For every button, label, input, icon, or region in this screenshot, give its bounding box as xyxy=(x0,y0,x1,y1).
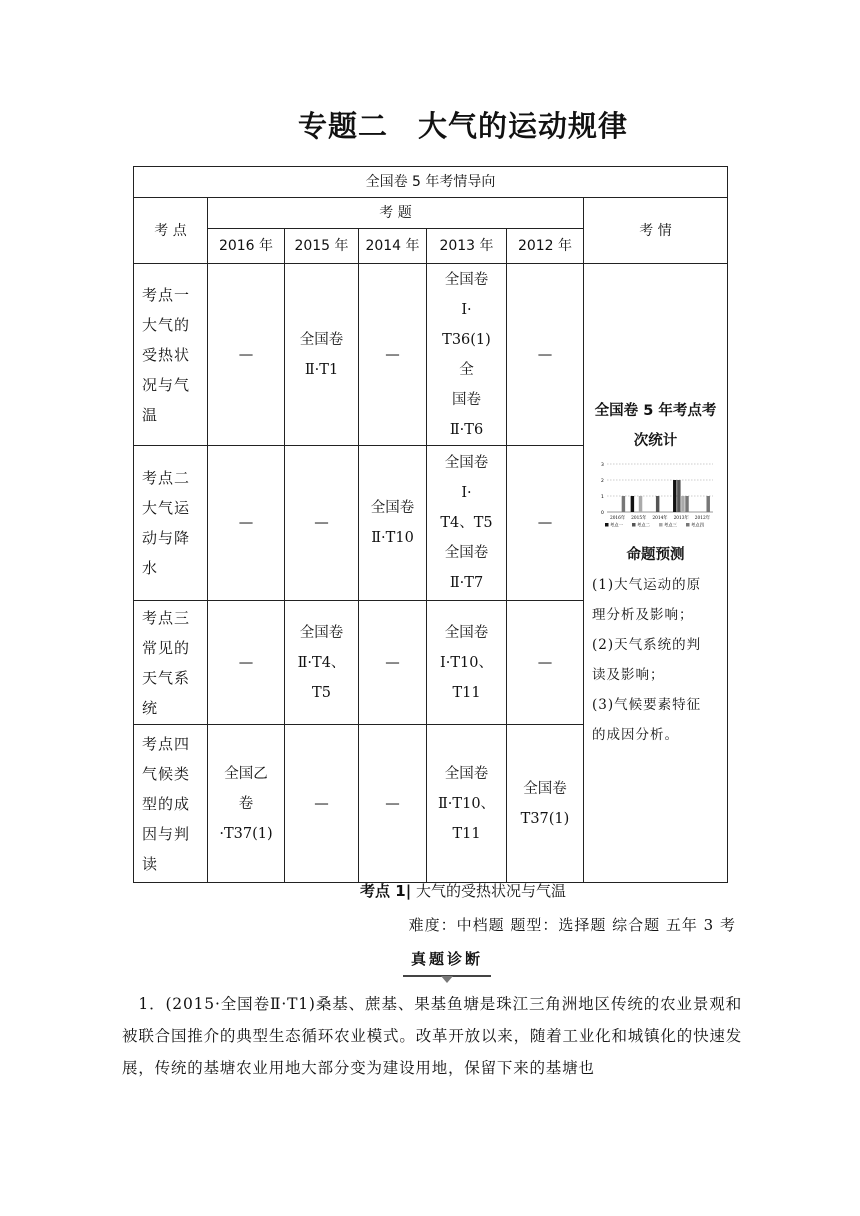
cell-line: 全国卷 xyxy=(299,624,344,641)
legend-label: 考点一 xyxy=(609,523,623,529)
y-tick-label: 2 xyxy=(600,479,604,484)
topic-line: 动与降 xyxy=(142,529,191,547)
exam-cell xyxy=(427,725,507,883)
exam-cell xyxy=(208,725,285,883)
legend-swatch xyxy=(659,523,663,527)
cell-line: 全国卷 xyxy=(444,271,489,288)
topic-line: 大气运 xyxy=(142,499,191,517)
cell-line: Ⅰ·T10、 xyxy=(440,654,493,671)
topic-line: 考点二 xyxy=(142,469,191,487)
side-title-line1: 全国卷 5 年考点考 xyxy=(594,403,717,419)
cell-line: — xyxy=(238,654,254,671)
cell-line: Ⅰ· xyxy=(461,301,472,318)
topic-cell xyxy=(134,264,208,446)
exam-cell xyxy=(507,725,584,883)
exam-cell xyxy=(427,264,507,446)
bar xyxy=(655,496,658,512)
bar xyxy=(638,496,641,512)
legend-swatch xyxy=(632,523,636,527)
cell-line: — xyxy=(537,515,553,531)
exam-cell xyxy=(208,601,285,725)
topic-line: 天气系 xyxy=(142,668,191,687)
cell-line: — xyxy=(385,795,400,812)
cell-line: T36(1) xyxy=(442,331,491,348)
cell-line: Ⅰ· xyxy=(461,485,472,501)
topic-line: 受热状 xyxy=(142,345,191,364)
list-item: 的成因分析。 xyxy=(592,727,679,743)
cell-line: T11 xyxy=(452,684,481,701)
cell-line: Ⅱ·T4、 xyxy=(297,654,346,671)
kaodian-text: 大气的受热状况与气温 xyxy=(411,882,566,900)
topic-line: 考点三 xyxy=(142,608,191,627)
bar xyxy=(677,480,680,512)
topic-cell xyxy=(134,725,208,883)
stats-bar-chart xyxy=(597,460,715,536)
exam-cell xyxy=(359,264,427,446)
exam-cell xyxy=(507,446,584,601)
cell-line: 全国卷 xyxy=(444,545,489,561)
cell-line: 全国卷 xyxy=(444,624,489,641)
question-text: Ⅱ·T1)桑基、蔗基、果基鱼塘是珠江三角洲地区传统的农业景观和被联合国推介的典型生态循环农业模式。改革开放以来，随着工业化和城镇化的快速发展，传统的基塘农业用地大部分变为建设用地，保留下来的基塘也 xyxy=(122,995,742,1077)
cell-line: 全国乙 xyxy=(224,765,268,782)
exam-cell xyxy=(427,446,507,601)
year-header-0: 2016 年 xyxy=(208,229,285,264)
y-tick-label: 3 xyxy=(600,463,604,468)
year-header-4: 2012 年 xyxy=(507,229,584,264)
x-tick-label: 2016年 xyxy=(609,516,625,521)
cell-line: 全国卷 xyxy=(299,331,344,348)
topic-line: 气候类 xyxy=(142,764,191,783)
bar xyxy=(630,496,633,512)
bar xyxy=(685,496,688,512)
bar xyxy=(681,496,684,512)
legend-label: 考点四 xyxy=(690,523,704,529)
exam-cell xyxy=(285,446,359,601)
cell-line: 全国卷 xyxy=(370,500,415,516)
question-source-label: 全国卷 xyxy=(220,995,270,1013)
exam-cell xyxy=(285,725,359,883)
cell-line: — xyxy=(385,654,400,671)
cell-line: Ⅱ·T7 xyxy=(449,575,484,591)
y-tick-label: 1 xyxy=(600,495,604,500)
topic-line: 况与气 xyxy=(142,375,191,394)
cell-line: 全国卷 xyxy=(523,780,567,797)
question-paragraph xyxy=(122,988,742,1084)
topic-cell xyxy=(134,601,208,725)
exam-cell xyxy=(359,446,427,601)
x-tick-label: 2012年 xyxy=(694,516,710,521)
exam-cell xyxy=(427,601,507,725)
section-badge: 真题诊断 xyxy=(403,946,491,977)
table-caption: 全国卷 5 年考情导向 xyxy=(134,167,728,198)
bar xyxy=(673,480,676,512)
side-panel xyxy=(584,264,728,883)
year-header-1: 2015 年 xyxy=(285,229,359,264)
cell-line: — xyxy=(537,346,553,363)
cell-line: 卷 xyxy=(238,795,254,812)
year-header-2: 2014 年 xyxy=(359,229,427,264)
topic-line: 常见的 xyxy=(142,638,191,657)
topic-line: 考点四 xyxy=(142,734,191,753)
topic-line: 因与判 xyxy=(142,824,191,843)
exam-table xyxy=(133,166,728,883)
side-title-line2: 次统计 xyxy=(633,433,678,449)
list-item: (3)气候要素特征 xyxy=(592,697,702,713)
legend-swatch xyxy=(605,523,609,527)
topic-line: 考点一 xyxy=(142,285,191,304)
cell-line: — xyxy=(314,515,329,531)
cell-line: 全国卷 xyxy=(444,765,489,782)
exam-cell xyxy=(507,601,584,725)
exam-cell xyxy=(359,601,427,725)
header-kaoti: 考 题 xyxy=(208,198,584,229)
cell-line: T37(1) xyxy=(520,810,570,827)
cell-line: — xyxy=(537,654,553,671)
cell-line: Ⅱ·T6 xyxy=(449,421,484,438)
legend-swatch xyxy=(686,523,690,527)
side-subtitle: 命题预测 xyxy=(626,547,685,563)
cell-line: Ⅱ·T1 xyxy=(304,361,339,378)
list-item: 读及影响； xyxy=(592,667,665,683)
prediction-list xyxy=(588,570,723,750)
page-title: 专题二 大气的运动规律 xyxy=(297,109,628,143)
kaodian-heading xyxy=(0,880,860,901)
exam-cell xyxy=(208,264,285,446)
exam-cell xyxy=(285,601,359,725)
cell-line: — xyxy=(238,346,254,363)
legend-label: 考点三 xyxy=(663,523,677,529)
y-tick-label: 0 xyxy=(600,511,604,516)
header-kaoqing: 考 情 xyxy=(584,198,728,264)
year-header-3: 2013 年 xyxy=(427,229,507,264)
cell-line: T4、T5 xyxy=(440,515,493,531)
cell-line: T11 xyxy=(452,825,481,842)
exam-cell xyxy=(285,264,359,446)
topic-line: 温 xyxy=(142,405,159,424)
cell-line: Ⅱ·T10、 xyxy=(437,795,496,812)
list-item: (1)大气运动的原 xyxy=(592,577,702,593)
bar xyxy=(706,496,709,512)
x-tick-label: 2015年 xyxy=(630,516,646,521)
cell-line: — xyxy=(314,795,329,812)
topic-line: 大气的 xyxy=(142,315,191,334)
cell-line: 国卷 xyxy=(452,391,481,408)
topic-line: 水 xyxy=(142,559,159,577)
header-kaodian: 考 点 xyxy=(134,198,208,264)
cell-line: T5 xyxy=(312,684,331,701)
kaodian-label: 考点 1| xyxy=(360,882,412,900)
topic-cell xyxy=(134,446,208,601)
legend-label: 考点二 xyxy=(636,523,650,529)
exam-cell xyxy=(208,446,285,601)
cell-line: — xyxy=(385,346,400,363)
bar xyxy=(621,496,624,512)
topic-line: 读 xyxy=(142,854,159,873)
topic-line: 统 xyxy=(142,698,159,717)
cell-line: 全 xyxy=(459,361,474,378)
cell-line: 全国卷 xyxy=(444,455,489,471)
exam-cell xyxy=(359,725,427,883)
list-item: 理分析及影响； xyxy=(592,607,694,623)
x-tick-label: 2013年 xyxy=(673,516,689,521)
exam-cell xyxy=(507,264,584,446)
cell-line: — xyxy=(238,515,254,531)
cell-line: Ⅱ·T10 xyxy=(371,530,414,546)
topic-line: 型的成 xyxy=(142,794,191,813)
cell-line: ·T37(1) xyxy=(219,825,273,842)
difficulty-meta: 难度：中档题 题型：选择题 综合题 五年 3 考 xyxy=(408,916,736,934)
x-tick-label: 2014年 xyxy=(651,516,668,521)
list-item: (2)天气系统的判 xyxy=(592,637,702,653)
question-number: 1．(2015· xyxy=(138,995,221,1013)
table-row xyxy=(134,264,728,446)
